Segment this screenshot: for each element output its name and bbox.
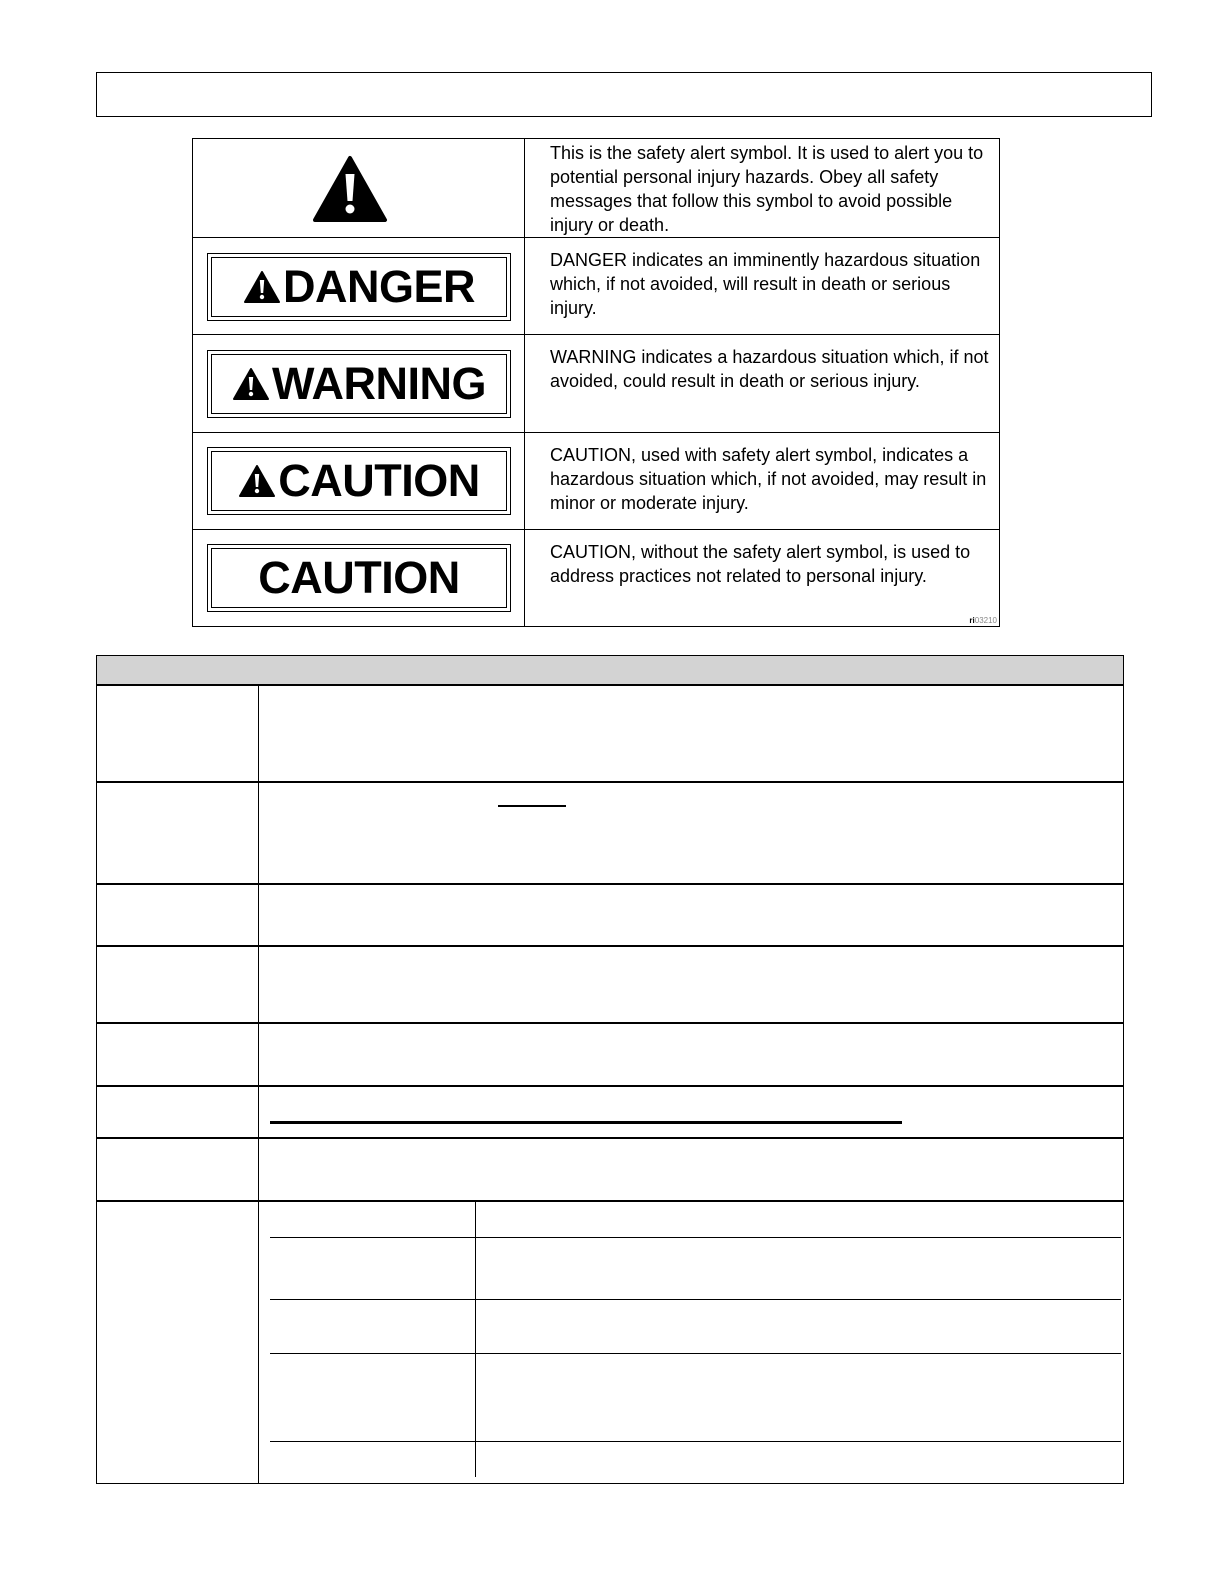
sign-description: This is the safety alert symbol. It is used to alert you to potential personal injury hazards. Obey all safety messages that follow this symbol to avoid possible injury or death. bbox=[550, 143, 984, 235]
caution-notice-sign bbox=[207, 544, 511, 612]
subtable-divider bbox=[270, 1299, 1121, 1300]
sign-word: CAUTION bbox=[258, 552, 460, 603]
sign-frame bbox=[211, 354, 507, 414]
image-code-prefix: ri bbox=[969, 616, 975, 625]
safety-signal-table bbox=[192, 138, 1000, 627]
table-row bbox=[193, 139, 999, 237]
sign-word: DANGER bbox=[282, 261, 475, 312]
sign-cell bbox=[193, 433, 525, 529]
info-table-header bbox=[97, 656, 1123, 686]
info-table bbox=[96, 655, 1124, 1484]
warning-triangle-icon bbox=[232, 367, 270, 401]
table-row bbox=[193, 432, 999, 529]
sign-description: CAUTION, without the safety alert symbol, is used to address practices not related to personal injury. bbox=[550, 542, 971, 586]
sign-cell bbox=[193, 530, 525, 626]
table-row bbox=[97, 945, 1123, 1022]
safety-alert-triangle-icon bbox=[312, 155, 388, 223]
row-label-cell bbox=[97, 947, 259, 1022]
subtable-divider bbox=[270, 1441, 1121, 1442]
sign-description: CAUTION, used with safety alert symbol, indicates a hazardous situation which, if not avoided, may result in minor or moderate injury. bbox=[550, 445, 987, 513]
sign-frame bbox=[211, 257, 507, 317]
table-row bbox=[97, 1085, 1123, 1137]
sign-cell bbox=[193, 335, 525, 432]
table-row bbox=[97, 1022, 1123, 1085]
underline-blank bbox=[498, 805, 566, 807]
warning-triangle-icon bbox=[243, 270, 281, 304]
row-label-cell bbox=[97, 1087, 259, 1137]
sign-frame bbox=[211, 548, 507, 608]
row-label-cell bbox=[97, 783, 259, 883]
subtable-divider bbox=[270, 1237, 1121, 1238]
page-title-box bbox=[96, 72, 1152, 117]
sign-description: DANGER indicates an imminently hazardous situation which, if not avoided, will result in death or serious injury. bbox=[550, 250, 981, 318]
sign-cell bbox=[193, 139, 525, 237]
table-row bbox=[193, 334, 999, 432]
signature-line bbox=[270, 1121, 902, 1124]
row-label-cell bbox=[97, 885, 259, 945]
row-label-cell bbox=[97, 686, 259, 781]
sign-description: WARNING indicates a hazardous situation which, if not avoided, could result in death or serious injury. bbox=[550, 347, 989, 391]
table-row bbox=[97, 1137, 1123, 1200]
subtable-column-divider bbox=[475, 1200, 476, 1477]
warning-triangle-icon bbox=[238, 464, 276, 498]
row-label-cell bbox=[97, 1139, 259, 1200]
sign-frame bbox=[211, 451, 507, 511]
danger-sign bbox=[207, 253, 511, 321]
table-row bbox=[193, 529, 999, 626]
subtable-divider bbox=[270, 1353, 1121, 1354]
image-code-number: 03210 bbox=[974, 616, 997, 625]
table-row bbox=[193, 237, 999, 334]
warning-sign bbox=[207, 350, 511, 418]
sign-word: CAUTION bbox=[278, 455, 480, 506]
image-code bbox=[969, 616, 997, 625]
row-label-cell bbox=[97, 1202, 259, 1483]
sign-cell bbox=[193, 238, 525, 334]
caution-sign bbox=[207, 447, 511, 515]
table-row bbox=[97, 686, 1123, 781]
sign-word: WARNING bbox=[272, 358, 486, 409]
table-row bbox=[97, 781, 1123, 883]
row-label-cell bbox=[97, 1024, 259, 1085]
table-row bbox=[97, 883, 1123, 945]
